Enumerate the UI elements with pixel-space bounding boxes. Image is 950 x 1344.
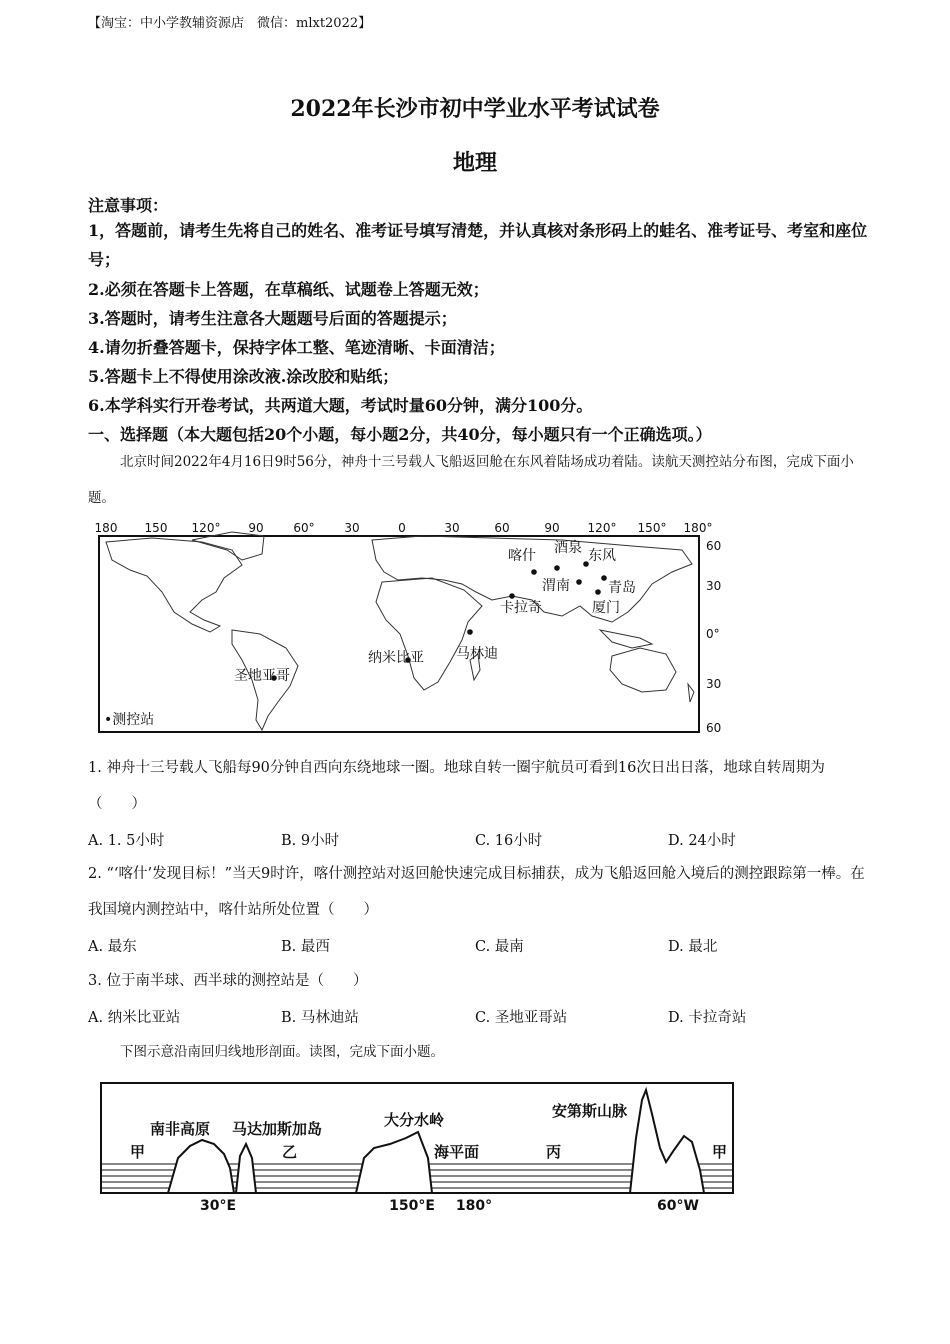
lon-label: 180 bbox=[94, 521, 118, 535]
option-a: A. 最东 bbox=[88, 939, 137, 955]
question-text: 1. 神舟十三号载人飞船每90分钟自西向东绕地球一圈。地球自转一圈宇航员可看到16次日出日落，地球自转周期为（ ） bbox=[88, 760, 825, 812]
station-label: 渭南 bbox=[542, 578, 570, 594]
profile-letter: 丙 bbox=[546, 1143, 562, 1161]
intro-paragraph: 北京时间2022年4月16日9时56分，神舟十三号载人飞船返回舱在东风着陆场成功着陆。读航天测控站分布图，完成下面小题。 bbox=[88, 454, 854, 506]
sea-level-label: 海平面 bbox=[434, 1143, 480, 1161]
station-label: 厦门 bbox=[592, 600, 620, 616]
question-text: 3. 位于南半球、西半球的测控站是（ ） bbox=[88, 973, 368, 989]
option-c: C. 圣地亚哥站 bbox=[475, 1010, 568, 1026]
option-b: B. 马林迪站 bbox=[281, 1010, 359, 1026]
station-dot bbox=[554, 565, 560, 571]
lon-label: 150° bbox=[637, 521, 667, 535]
notice-item: 6.本学科实行开卷考试，共两道大题，考试时量60分钟，满分100分。 bbox=[88, 396, 593, 415]
lon-label: 30 bbox=[344, 521, 360, 535]
header-note: 【淘宝：中小学教辅资源店 微信：mlxt2022】 bbox=[88, 16, 372, 31]
option-a: A. 1. 5小时 bbox=[88, 833, 165, 849]
landform-label: 南非高原 bbox=[150, 1120, 211, 1138]
notice-item: 1，答题前，请考生先将自己的姓名、准考证号填写清楚，并认真核对条形码上的蛙名、准考证号、考室和座位号； bbox=[88, 221, 868, 269]
profile-tick: 30°E bbox=[199, 1198, 237, 1214]
map-legend: •测控站 bbox=[104, 712, 155, 728]
tracking-station-map bbox=[92, 520, 732, 742]
profile-letter: 甲 bbox=[130, 1143, 146, 1161]
notice-item: 2.必须在答题卡上答题，在草稿纸、试题卷上答题无效； bbox=[88, 280, 489, 299]
lat-label: 30 bbox=[706, 677, 722, 691]
exam-title: 2022年长沙市初中学业水平考试试卷 bbox=[290, 96, 660, 122]
lon-label: 180° bbox=[683, 521, 713, 535]
option-b: B. 9小时 bbox=[281, 833, 340, 849]
notes-heading: 注意事项： bbox=[88, 196, 169, 215]
lon-label: 90 bbox=[544, 521, 560, 535]
great-dividing-range bbox=[356, 1132, 432, 1193]
profile-letter: 乙 bbox=[282, 1143, 298, 1161]
station-dot bbox=[531, 569, 537, 575]
option-c: C. 最南 bbox=[475, 939, 524, 955]
notice-item: 4.请勿折叠答题卡，保持字体工整、笔迹清晰、卡面清洁； bbox=[88, 338, 505, 357]
profile-tick: 150°E bbox=[389, 1198, 435, 1214]
landform-label: 安第斯山脉 bbox=[552, 1102, 628, 1120]
question-text: 2. “‘喀什’发现目标！”当天9时许，喀什测控站对返回舱快速完成目标捕获，成为飞船返回舱入境后的测控跟踪第一棒。在我国境内测控站中，喀什站所处位置（ ） bbox=[88, 866, 865, 918]
lat-label: 60 bbox=[706, 539, 722, 553]
exam-subject: 地理 bbox=[452, 150, 497, 176]
station-label: 酒泉 bbox=[554, 540, 582, 556]
station-dot bbox=[509, 593, 515, 599]
section-heading: 一、选择题（本大题包括20个小题，每小题2分，共40分，每小题只有一个正确选项。） bbox=[88, 425, 712, 444]
intro-paragraph: 下图示意沿南回归线地形剖面。读图，完成下面小题。 bbox=[120, 1044, 444, 1060]
lon-label: 120° bbox=[191, 521, 221, 535]
new-zealand-outline bbox=[688, 684, 694, 702]
station-dot bbox=[467, 629, 473, 635]
station-dot bbox=[576, 579, 582, 585]
lon-label: 60° bbox=[293, 521, 315, 535]
lat-label: 30 bbox=[706, 579, 722, 593]
lat-label: 0° bbox=[706, 627, 720, 641]
madagascar-landform bbox=[236, 1144, 256, 1193]
option-d: D. 卡拉奇站 bbox=[668, 1010, 747, 1026]
station-label: 马林迪 bbox=[456, 646, 498, 662]
station-label: 东风 bbox=[588, 548, 616, 564]
africa-outline bbox=[376, 578, 482, 690]
option-c: C. 16小时 bbox=[475, 833, 543, 849]
station-label: 圣地亚哥 bbox=[234, 668, 290, 684]
option-a: A. 纳米比亚站 bbox=[88, 1010, 181, 1026]
landform-label: 马达加斯加岛 bbox=[232, 1120, 323, 1138]
lon-label: 150 bbox=[144, 521, 168, 535]
terrain-profile bbox=[100, 1078, 740, 1216]
station-dot bbox=[601, 575, 607, 581]
notice-item: 3.答题时，请考生注意各大题题号后面的答题提示； bbox=[88, 309, 457, 328]
lon-label: 0 bbox=[398, 521, 406, 535]
station-label: 纳米比亚 bbox=[368, 650, 424, 666]
lon-label: 90 bbox=[248, 521, 264, 535]
indonesia-outline bbox=[600, 630, 652, 648]
option-b: B. 最西 bbox=[281, 939, 330, 955]
lat-label: 60 bbox=[706, 721, 722, 735]
lon-label: 60 bbox=[494, 521, 510, 535]
station-label: 卡拉奇 bbox=[500, 600, 542, 616]
landform-label: 大分水岭 bbox=[384, 1111, 445, 1129]
option-d: D. 最北 bbox=[668, 939, 718, 955]
station-label: 喀什 bbox=[508, 548, 536, 564]
australia-outline bbox=[610, 648, 676, 692]
lon-label: 30 bbox=[444, 521, 460, 535]
south-african-plateau bbox=[168, 1140, 234, 1193]
station-dot bbox=[595, 589, 601, 595]
station-label: 青岛 bbox=[608, 580, 636, 596]
map-frame bbox=[99, 536, 699, 732]
lon-label: 120° bbox=[587, 521, 617, 535]
option-d: D. 24小时 bbox=[668, 833, 736, 849]
profile-tick: 180° bbox=[455, 1198, 493, 1214]
andes-mountains bbox=[630, 1090, 704, 1193]
profile-tick: 60°W bbox=[657, 1198, 699, 1214]
north-america-outline bbox=[106, 538, 242, 632]
profile-letter: 甲 bbox=[712, 1143, 728, 1161]
notice-item: 5.答题卡上不得使用涂改液.涂改胶和贴纸； bbox=[88, 367, 399, 386]
